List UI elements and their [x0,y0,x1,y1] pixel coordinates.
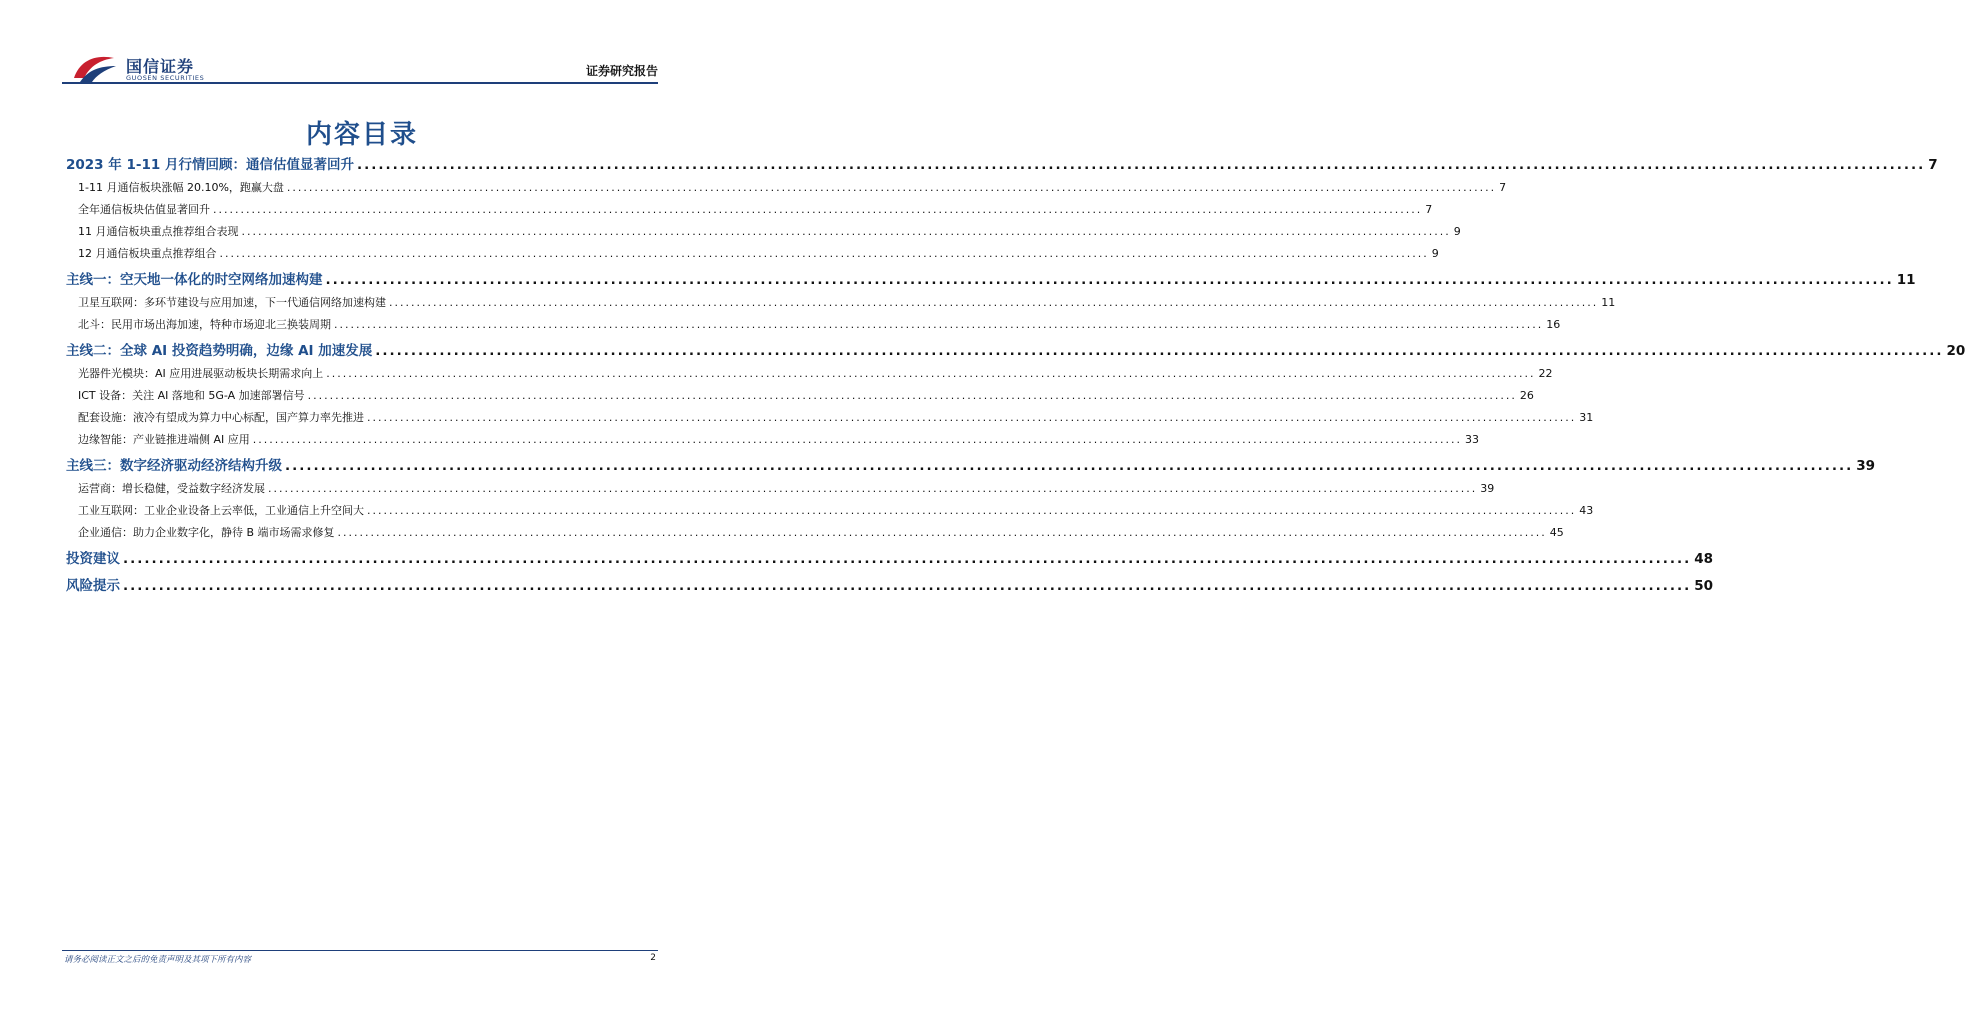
header-divider [62,82,658,84]
toc-entry-label: 11 月通信板块重点推荐组合表现 [78,225,239,238]
toc-dot-leader: ............................................................................................................................................................................................................................ [219,247,1429,260]
toc-subsection-entry[interactable] [66,314,1561,336]
toc-dot-leader: ............................................................................................................................................................................................................................ [268,482,1478,495]
toc-entry-page: 43 [1579,504,1594,517]
toc-entry-page: 11 [1896,272,1916,288]
toc-entry-page: 33 [1465,433,1480,446]
toc-dot-leader: ............................................................................................................................................................................................................................ [325,272,1894,288]
toc-entry-label: 主线二：全球 AI 投资趋势明确，边缘 AI 加速发展 [66,343,373,359]
toc-dot-leader: ............................................................................................................................................................................................................................ [213,203,1423,216]
toc-entry-page: 9 [1431,247,1439,260]
toc-entry-label: 投资建议 [66,551,120,567]
toc-dot-leader: ............................................................................................................................................................................................................................ [337,526,1547,539]
toc-subsection-entry[interactable] [66,363,1553,385]
toc-subsection-entry[interactable] [66,407,1594,429]
toc-entry-label: ICT 设备：关注 AI 落地和 5G-A 加速部署信号 [78,389,305,402]
footer-divider [62,950,658,951]
toc-entry-label: 风险提示 [66,578,120,594]
toc-entry-page: 48 [1694,551,1714,567]
toc-entry-label: 全年通信板块估值显著回升 [78,203,210,216]
toc-entry-label: 光器件光模块：AI 应用进展驱动板块长期需求向上 [78,367,324,380]
toc-entry-page: 26 [1519,389,1534,402]
toc-subsection-entry[interactable] [66,292,1616,314]
toc-dot-leader: ............................................................................................................................................................................................................................ [286,181,1497,194]
toc-dot-leader: ............................................................................................................................................................................................................................ [356,157,1926,173]
toc-section-entry[interactable] [66,575,1714,598]
toc-dot-leader: ............................................................................................................................................................................................................................ [389,296,1599,309]
footer-disclaimer: 请务必阅读正文之后的免责声明及其项下所有内容 [64,955,252,965]
toc-subsection-entry[interactable] [66,199,1433,221]
toc-entry-page: 22 [1538,367,1553,380]
toc-entry-page: 11 [1601,296,1616,309]
toc-subsection-entry[interactable] [66,221,1461,243]
toc-entry-label: 运营商：增长稳健，受益数字经济发展 [78,482,265,495]
toc-subsection-entry[interactable] [66,522,1564,544]
table-of-contents [66,154,1965,598]
toc-entry-label: 配套设施：液冷有望成为算力中心标配，国产算力率先推进 [78,411,364,424]
toc-entry-page: 7 [1928,157,1938,173]
toc-entry-label: 1-11 月通信板块涨幅 20.10%，跑赢大盘 [78,181,284,194]
toc-dot-leader: ............................................................................................................................................................................................................................ [285,458,1854,474]
toc-dot-leader: ............................................................................................................................................................................................................................ [123,578,1692,594]
toc-entry-page: 16 [1546,318,1561,331]
toc-entry-page: 45 [1549,526,1564,539]
toc-dot-leader: ............................................................................................................................................................................................................................ [241,225,1451,238]
toc-dot-leader: ............................................................................................................................................................................................................................ [123,551,1692,567]
toc-dot-leader: ............................................................................................................................................................................................................................ [307,389,1517,402]
toc-subsection-entry[interactable] [66,429,1480,451]
toc-entry-page: 9 [1453,225,1461,238]
brand-name-cn: 国信证券 [126,57,195,76]
toc-entry-label: 企业通信：助力企业数字化，静待 B 端市场需求修复 [78,526,335,539]
brand-name-en: GUOSEN SECURITIES [126,74,205,82]
toc-section-entry[interactable] [66,340,1965,363]
toc-section-entry[interactable] [66,455,1876,478]
toc-section-entry[interactable] [66,269,1916,292]
toc-dot-leader: ............................................................................................................................................................................................................................ [334,318,1544,331]
toc-section-entry[interactable] [66,154,1938,177]
toc-subsection-entry[interactable] [66,500,1594,522]
toc-entry-page: 7 [1499,181,1507,194]
toc-dot-leader: ............................................................................................................................................................................................................................ [326,367,1536,380]
toc-entry-page: 31 [1579,411,1594,424]
toc-entry-label: 北斗：民用市场出海加速，特种市场迎北三换装周期 [78,318,331,331]
toc-entry-label: 主线三：数字经济驱动经济结构升级 [66,458,282,474]
toc-dot-leader: ............................................................................................................................................................................................................................ [252,433,1463,446]
toc-entry-label: 工业互联网：工业企业设备上云率低，工业通信上升空间大 [78,504,364,517]
page-number: 2 [650,953,656,963]
toc-entry-label: 边缘智能：产业链推进端侧 AI 应用 [78,433,250,446]
toc-entry-label: 主线一：空天地一体化的时空网络加速构建 [66,272,323,288]
toc-entry-page: 20 [1946,343,1965,359]
toc-section-entry[interactable] [66,548,1714,571]
toc-entry-label: 12 月通信板块重点推荐组合 [78,247,217,260]
brand-logo [70,52,230,84]
toc-dot-leader: ............................................................................................................................................................................................................................ [367,411,1577,424]
report-type-label: 证券研究报告 [585,64,658,78]
toc-entry-page: 7 [1425,203,1433,216]
toc-entry-page: 39 [1480,482,1495,495]
toc-subsection-entry[interactable] [66,177,1507,199]
toc-subsection-entry[interactable] [66,385,1534,407]
toc-entry-page: 50 [1694,578,1714,594]
guosen-logo-icon [70,52,118,84]
toc-entry-page: 39 [1856,458,1876,474]
toc-title: 内容目录 [305,120,418,150]
toc-subsection-entry[interactable] [66,478,1495,500]
toc-entry-label: 2023 年 1-11 月行情回顾：通信估值显著回升 [66,157,354,173]
toc-subsection-entry[interactable] [66,243,1439,265]
toc-dot-leader: ............................................................................................................................................................................................................................ [375,343,1944,359]
toc-dot-leader: ............................................................................................................................................................................................................................ [367,504,1577,517]
toc-entry-label: 卫星互联网：多环节建设与应用加速，下一代通信网络加速构建 [78,296,386,309]
